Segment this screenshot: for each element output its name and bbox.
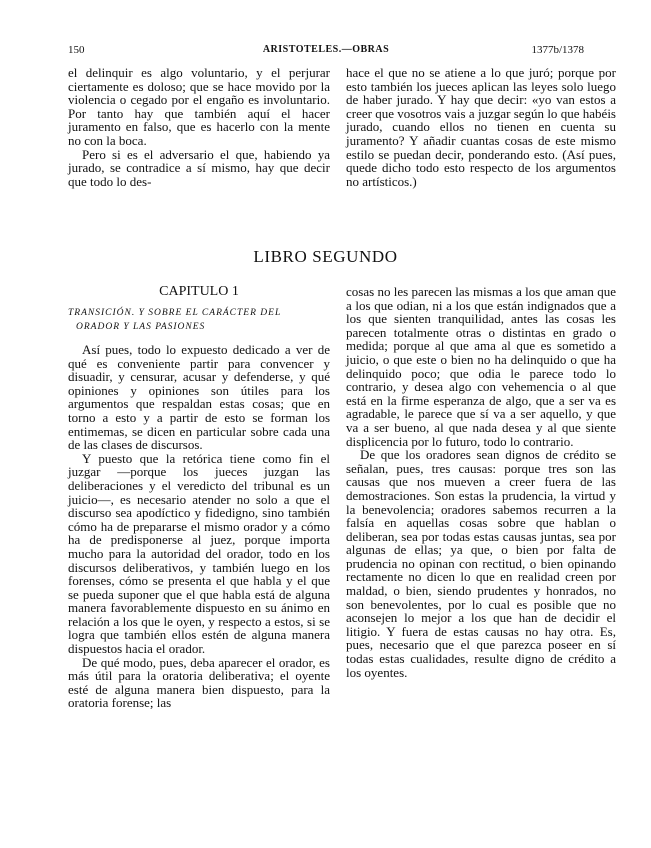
chapter-subtitle — [68, 306, 330, 334]
chapter-title: CAPITULO 1 — [159, 284, 239, 299]
top-left-column — [68, 66, 330, 188]
chapter-subtitle-line: ORADOR Y LAS PASIONES — [76, 322, 206, 332]
bottom-right-column — [346, 285, 616, 679]
paragraph: hace el que no se atiene a lo que juró; porque por esto también los jueces aplican las leyes solo luego de haber jurado. Y hay que decir: «yo van estos a creer que vosotros vais a juzgar según lo que habéis jurado, cuando ellos no tienen en cuenta su juramento? Y añadir cuantas cosas de este mismo estilo se puedan decir, ponderando esto. (Así pues, quede dicho todo esto respecto de los argumentos no artísticos.) — [346, 65, 616, 189]
chapter-subtitle-line: TRANSICIÓN. Y SOBRE EL CARÁCTER DEL — [68, 308, 282, 318]
running-title: ARISTOTELES.—OBRAS — [262, 44, 390, 55]
paragraph: el delinquir es algo voluntario, y el perjurar ciertamente es doloso; que se hace movido por la violencia o cegado por el engaño es involuntario. Por tanto hay que también aquí el hacer juramento en falso, que es hacerlo con la mente no con la boca. — [68, 65, 330, 148]
top-right-column — [346, 66, 616, 188]
bekker-reference: 1377b/1378 — [531, 44, 584, 56]
paragraph: Y puesto que la retórica tiene como fin el juzgar —porque los jueces juzgan las deliberaciones y el veredicto del tribunal es un juicio—, es necesario atender no solo a que el discurso sea apodíctico y fidedigno, sino también cómo ha de prepararse el mismo orador y a cómo ha de predisponerse al juez, porque importa mucho para la autoridad del orador, todo en los discursos deliberativos, y también luego en los forenses, cómo se presenta el que habla y el que se pueda suponer que el que habla está de alguna manera favorablemente dispuesto en su ánimo en relación a los que le oyen, y respecto a estos, si se logra que también ellos estén de alguna manera dispuestos hacia el orador. — [68, 450, 330, 657]
paragraph: Pero si es el adversario el que, habiendo ya jurado, se contradice a sí mismo, hay que decir que todo lo des- — [68, 146, 330, 189]
paragraph: cosas no les parecen las mismas a los que aman que a los que odian, ni a los que están indignados que a los que sienten tranquilidad, antes las cosas les parecen totalmente otras o distintas en grado o medida; porque al que ama al que es sometido a juicio, o que este o bien no ha delinquido o que ha delinquido poco; que odia le parece todo lo contrario, y desea algo con vehemencia o al que está en la firme esperanza de algo, que a ser va es agradable, le parece que sí va a ser aquello, y que va a ser bueno, al que nada desea y al que siente displicencia por lo futuro, todo lo contrario. — [346, 284, 616, 449]
paragraph: De qué modo, pues, deba aparecer el orador, es más útil para la oratoria deliberativa; el oyente esté de alguna manera bien dispuesto, para la oratoria forense; las — [68, 654, 330, 711]
bottom-left-column — [68, 343, 330, 710]
paragraph: De que los oradores sean dignos de crédito se señalan, pues, tres causas: porque tres son las causas que nos mueven a creer fuera de las demostraciones. Son estas la prudencia, la virtud y la benevolencia; oradores sabemos recurren a la falsía en aquellas cosas sobre que hablan o deliberan, sea por todas estas causas juntas, sea por algunas de ellas; ya que, o bien por falta de prudencia no opinan con rectitud, o bien opinando rectamente no dicen lo que en realidad creen por maldad, o bien, siendo prudentes y honrados, no son benevolentes, por lo cual es posible que no aconsejen lo mejor a los que han de decidir el litigio. Y fuera de estas causas no hay otra. Es, pues, necesario que el que parezca poseer en sí todas estas cualidades, resulte digno de crédito a los oyentes. — [346, 447, 616, 680]
book-title: LIBRO SEGUNDO — [253, 247, 398, 266]
running-header — [68, 44, 584, 60]
paragraph: Así pues, todo lo expuesto dedicado a ver de qué es conveniente partir para convencer y disuadir, y censurar, acusar y defenderse, y qué opiniones y opiniones son útiles para los argumentos que respaldan estas cosas; que en torno a esto y a partir de esto se forman los entimemas, se dicen en particular sobre cada una de las clases de discursos. — [68, 342, 330, 453]
page-number: 150 — [68, 44, 85, 56]
